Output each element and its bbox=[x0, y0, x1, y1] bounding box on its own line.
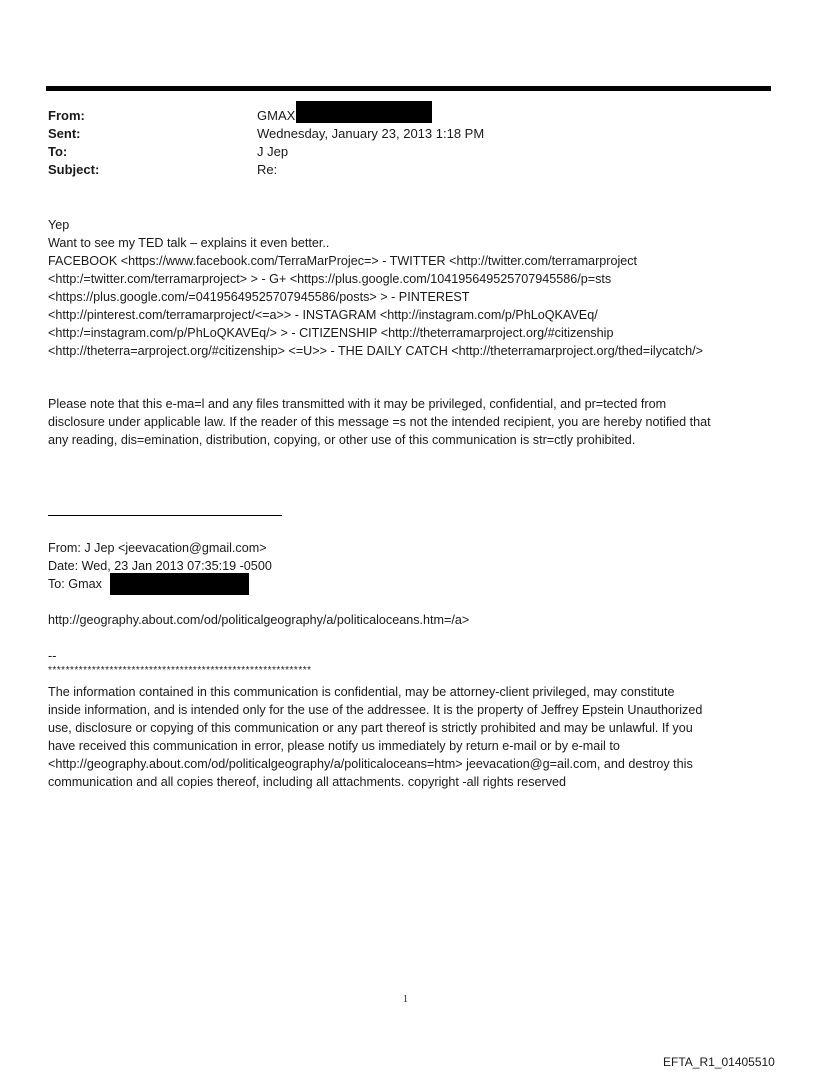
page-number: 1 bbox=[403, 994, 408, 1005]
reply-line: Want to see my TED talk – explains it even better.. bbox=[48, 236, 330, 250]
disclaimer-line: <http://geography.about.com/od/politicalgeography/a/politicaloceans=htm> jeevacation@g=ail.com, and destroy this bbox=[48, 757, 693, 771]
reply-line: <http://pinterest.com/terramarproject/<=a>> - INSTAGRAM <http://instagram.com/p/PhLoQKAVEq/ bbox=[48, 308, 598, 322]
from-label: From: bbox=[48, 108, 85, 123]
subject-value: Re: bbox=[257, 162, 278, 177]
reply-line: Yep bbox=[48, 218, 70, 232]
redaction-box bbox=[110, 573, 249, 595]
signature-dash: -- bbox=[48, 649, 57, 663]
reply-line: <http:/=instagram.com/p/PhLoQKAVEq/> > - CITIZENSHIP <http://theterramarproject.org/#citizenship bbox=[48, 326, 614, 340]
subject-label: Subject: bbox=[48, 162, 100, 177]
reply-line: <http://theterra=arproject.org/#citizenship> <=U>> - THE DAILY CATCH <http://theterramarproject.org/thed=ilycatch/> bbox=[48, 344, 703, 358]
document-id: EFTA_R1_01405510 bbox=[663, 1055, 775, 1069]
disclaimer-line: communication and all copies thereof, including all attachments. copyright -all rights reserved bbox=[48, 775, 567, 789]
original-to: To: Gmax bbox=[48, 577, 102, 591]
redaction-box bbox=[296, 101, 432, 123]
signature-stars: ************************************************************ bbox=[48, 665, 312, 676]
disclaimer-line: The information contained in this communication is confidential, may be attorney-client privileged, may constitute bbox=[48, 685, 675, 699]
original-from: From: J Jep <jeevacation@gmail.com> bbox=[48, 541, 267, 555]
original-date: Date: Wed, 23 Jan 2013 07:35:19 -0500 bbox=[48, 559, 272, 573]
sent-value: Wednesday, January 23, 2013 1:18 PM bbox=[257, 126, 485, 141]
disclaimer-line: use, disclosure or copying of this communication or any part thereof is strictly prohibited and may be unlawful. If you bbox=[48, 721, 693, 735]
sent-label: Sent: bbox=[48, 126, 81, 141]
disclaimer-line: have received this communication in error, please notify us immediately by return e-mail or by e-mail to bbox=[48, 739, 620, 753]
from-value: GMAX bbox=[257, 108, 296, 123]
to-label: To: bbox=[48, 144, 68, 159]
notice-line: disclosure under applicable law. If the reader of this message =s not the intended recipient, you are hereby notified that bbox=[48, 415, 711, 429]
reply-line: <http:/=twitter.com/terramarproject> > - G+ <https://plus.google.com/104195649525707945586/p=sts bbox=[48, 272, 612, 286]
original-link: http://geography.about.com/od/politicalgeography/a/politicaloceans.htm=/a> bbox=[48, 613, 470, 627]
header-rule bbox=[46, 86, 771, 91]
separator-line bbox=[48, 515, 282, 516]
notice-line: any reading, dis=emination, distribution, copying, or other use of this communication is str=ctly prohibited. bbox=[48, 433, 636, 447]
notice-line: Please note that this e-ma=l and any files transmitted with it may be privileged, confidential, and pr=tected from bbox=[48, 397, 667, 411]
disclaimer-line: inside information, and is intended only for the use of the addressee. It is the property of Jeffrey Epstein Unauthorized bbox=[48, 703, 703, 717]
reply-line: <https://plus.google.com/=04195649525707945586/posts> > - PINTEREST bbox=[48, 290, 470, 304]
reply-line: FACEBOOK <https://www.facebook.com/TerraMarProjec=> - TWITTER <http://twitter.com/terramarproject bbox=[48, 254, 638, 268]
to-value: J Jep bbox=[257, 144, 289, 159]
